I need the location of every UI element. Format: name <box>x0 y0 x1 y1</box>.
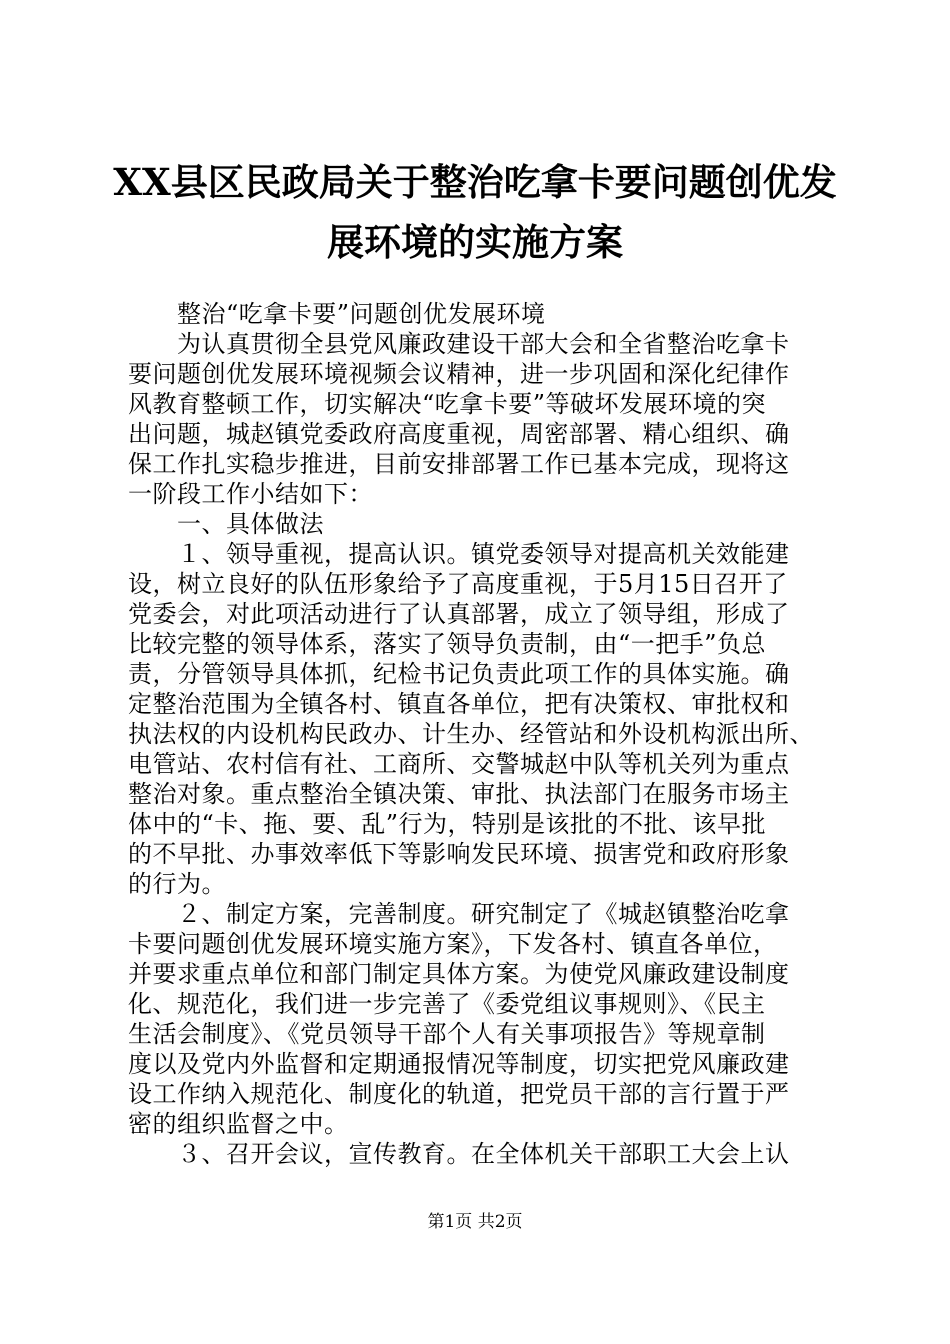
body-line: 度以及党内外监督和定期通报情况等制度，切实把党风廉政建 <box>128 1050 790 1078</box>
section-heading: 一、具体做法 <box>128 510 324 538</box>
body-line: 体中的“卡、拖、要、乱”行为，特别是该批的不批、该早批 <box>128 810 767 838</box>
body-line: 执法权的内设机构民政办、计生办、经管站和外设机构派出所、 <box>128 720 814 748</box>
body-line: 设工作纳入规范化、制度化的轨道，把党员干部的言行置于严 <box>128 1080 790 1108</box>
body-line: 保工作扎实稳步推进，目前安排部署工作已基本完成，现将这 <box>128 450 790 478</box>
body-line: ３、召开会议，宣传教育。在全体机关干部职工大会上认 <box>128 1140 790 1168</box>
body-line: 整治“吃拿卡要”问题创优发展环境 <box>128 300 546 328</box>
page-number-footer: 第1页 共2页 <box>427 1212 523 1232</box>
body-line: 的行为。 <box>128 870 226 898</box>
document-title-line-2: 展环境的实施方案 <box>327 220 623 264</box>
body-line: 的不早批、办事效率低下等影响发民环境、损害党和政府形象 <box>128 840 790 868</box>
body-line: 责，分管领导具体抓，纪检书记负责此项工作的具体实施。确 <box>128 660 790 688</box>
body-line: 电管站、农村信有社、工商所、交警城赵中队等机关列为重点 <box>128 750 790 778</box>
body-line: 要问题创优发展环境视频会议精神，进一步巩固和深化纪律作 <box>128 360 790 388</box>
body-line: 密的组织监督之中。 <box>128 1110 349 1138</box>
body-line: 党委会，对此项活动进行了认真部署，成立了领导组，形成了 <box>128 600 790 628</box>
body-line: 比较完整的领导体系，落实了领导负责制，由“一把手”负总 <box>128 630 767 658</box>
body-line: 定整治范围为全镇各村、镇直各单位，把有决策权、审批权和 <box>128 690 790 718</box>
body-line: 风教育整顿工作，切实解决“吃拿卡要”等破坏发展环境的突 <box>128 390 767 418</box>
body-line: １、领导重视，提高认识。镇党委领导对提高机关效能建 <box>128 540 790 568</box>
document-title-line-1: XX县区民政局关于整治吃拿卡要问题创优发 <box>113 160 837 204</box>
body-line: ２、制定方案，完善制度。研究制定了《城赵镇整治吃拿 <box>128 900 790 928</box>
body-line: 一阶段工作小结如下： <box>128 480 373 508</box>
body-line: 设，树立良好的队伍形象给予了高度重视，于5月15日召开了 <box>128 570 788 598</box>
body-line: 整治对象。重点整治全镇决策、审批、执法部门在服务市场主 <box>128 780 790 808</box>
body-line: 卡要问题创优发展环境实施方案》，下发各村、镇直各单位， <box>128 930 778 958</box>
body-line: 化、规范化，我们进一步完善了《委党组议事规则》、《民主 <box>128 990 766 1018</box>
body-line: 出问题，城赵镇党委政府高度重视，周密部署、精心组织、确 <box>128 420 790 448</box>
body-line: 为认真贯彻全县党风廉政建设干部大会和全省整治吃拿卡 <box>128 330 790 358</box>
body-line: 生活会制度》、《党员领导干部个人有关事项报告》等规章制 <box>128 1020 766 1048</box>
body-line: 并要求重点单位和部门制定具体方案。为使党风廉政建设制度 <box>128 960 790 988</box>
